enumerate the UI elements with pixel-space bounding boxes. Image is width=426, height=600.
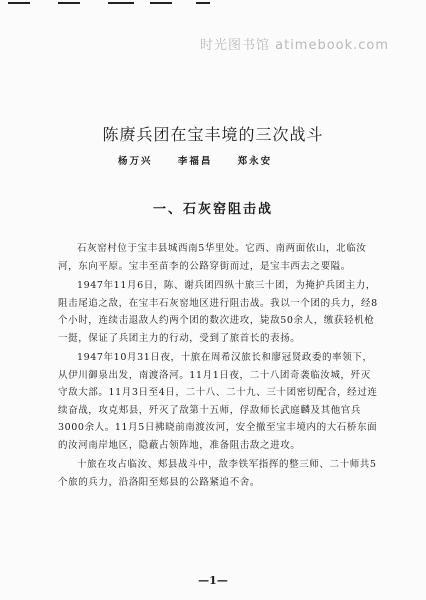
paragraph: 1947年10月31日夜，十旅在周希汉旅长和廖冠贤政委的率领下，从伊川御泉出发，南渡洛河。11月1日夜，二十八团奇袭临汝城，歼灭守敌大部。11月3日至4日，二十八、二十九、三十团密切配合，经过连续奋战，攻克郏县，歼灭了敌第十五师，俘敌师长武庭麟及其他官兵3000余人。11月5日拂晓前南渡汝河，安全撤至宝丰境内的大石桥东面的汝河南岸地区，隐蔽占领阵地，准备阻击敌之进攻。 [58, 352, 378, 451]
top-edge-marks [0, 0, 426, 10]
page-number: —1— [198, 574, 228, 587]
author-line [118, 153, 294, 167]
body-text [58, 240, 378, 491]
author-name: 李福昌 [177, 156, 213, 167]
section-heading: 一、石灰窑阻击战 [152, 202, 273, 217]
watermark: 时光图书馆 atimebook.com [200, 38, 390, 53]
paragraph: 石灰窑村位于宝丰县城西南5华里处。它西、南两面依山，北临汝河，东向平原。宝丰至苗李的公路穿街而过，是宝丰西去之要隘。 [58, 243, 367, 272]
paragraph: 1947年11月6日，陈、谢兵团四纵十旅三十团，为掩护兵团主力，阻击尾追之敌，在宝丰石灰窑地区进行阻击战。我以一个团的兵力，经8个小时，连续击退敌人约两个团的数次进攻，毙敌50余人，缴获轻机枪一挺，保证了兵团主力的行动，受到了旅首长的表扬。 [58, 280, 378, 344]
article-title: 陈赓兵团在宝丰境的三次战斗 [102, 125, 324, 144]
paragraph: 十旅在攻占临汝、郏县战斗中，敌李铁军指挥的整三师、二十师共5个旅的兵力，沿洛阳至郏县的公路紧追不舍。 [58, 459, 377, 488]
author-name: 杨万兴 [118, 156, 153, 167]
author-name: 郑永安 [237, 156, 273, 167]
